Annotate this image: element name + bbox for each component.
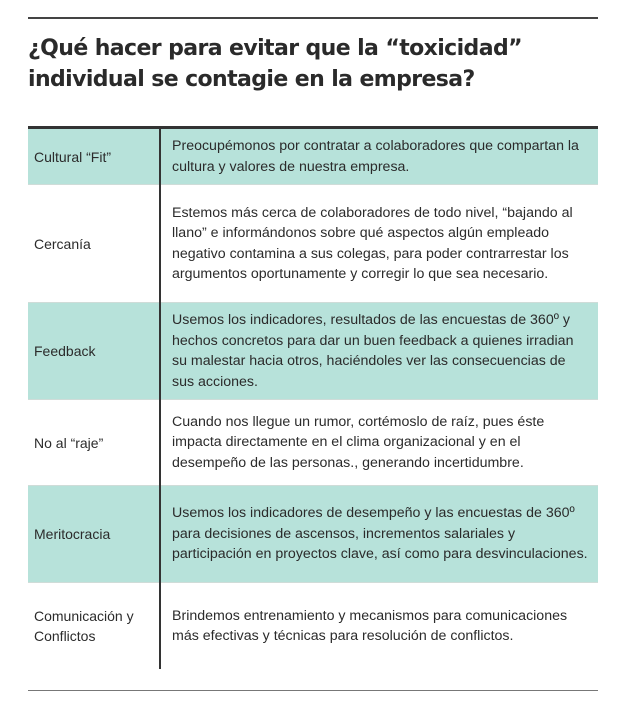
- column-divider: [159, 129, 161, 669]
- page-title: ¿Qué hacer para evitar que la “toxicidad” individual se contagie en la empresa?: [28, 36, 522, 92]
- table-row-cercania: [28, 185, 598, 303]
- row-label: Comunicación y Conflictos: [34, 608, 134, 644]
- row-description: Estemos más cerca de colaboradores de todo nivel, “bajando al llano” e informándonos sobre qué aspectos algún empleado negativo contamina a sus colegas, para poder contrarrestar los argumentos oportunamente y corregir lo que sea necesario.: [172, 204, 573, 282]
- table-row-comunicacion: [28, 583, 598, 669]
- row-description: Usemos los indicadores de desempeño y las encuestas de 360º para decisiones de ascensos, incrementos salariales y participación en proyectos clave, así como para desvinculaciones.: [172, 505, 588, 563]
- row-label: Cultural “Fit”: [34, 148, 112, 165]
- row-label: Feedback: [34, 343, 96, 359]
- table-row-no-al-raje: [28, 400, 598, 486]
- table-row-cultural-fit: [28, 129, 598, 185]
- row-label: Cercanía: [34, 235, 91, 252]
- row-label: No al “raje”: [34, 434, 104, 451]
- bottom-divider: [28, 690, 598, 691]
- top-divider: [28, 17, 598, 19]
- row-description: Cuando nos llegue un rumor, cortémoslo de raíz, pues éste impacta directamente en el clima organizacional y en el desempeño de las personas., generando incertidumbre.: [172, 413, 545, 471]
- row-label: Meritocracia: [34, 526, 111, 542]
- table-row-meritocracia: [28, 486, 598, 583]
- row-description: Preocupémonos por contratar a colaboradores que compartan la cultura y valores de nuestra empresa.: [172, 138, 579, 175]
- table-row-feedback: [28, 303, 598, 400]
- row-description: Brindemos entrenamiento y mecanismos para comunicaciones más efectivas y técnicas para resolución de conflictos.: [172, 607, 568, 644]
- row-description: Usemos los indicadores, resultados de las encuestas de 360º y hechos concretos para dar un buen feedback a quienes irradian su malestar hacia otros, haciéndoles ver las consecuencias de sus acciones.: [172, 312, 574, 390]
